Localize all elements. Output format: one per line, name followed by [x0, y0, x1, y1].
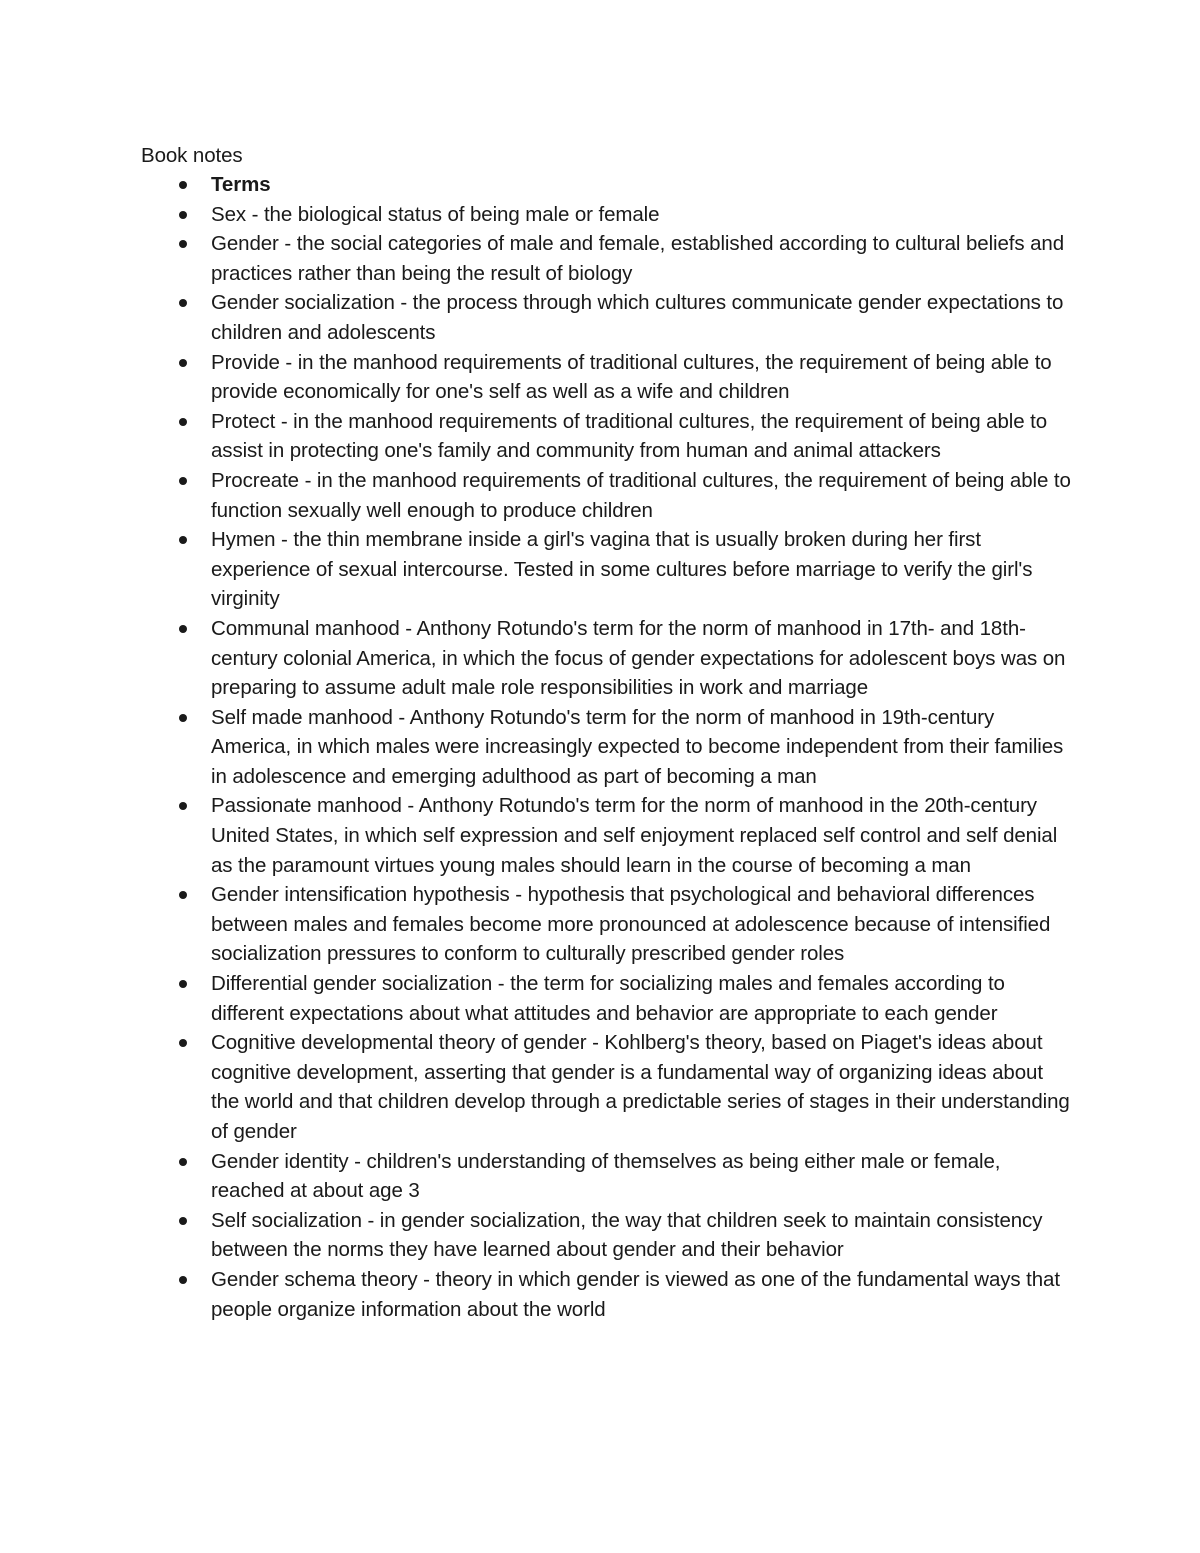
list-item-text: Gender - the social categories of male and female, established according to cultural beliefs and practices rather than being the result of biology	[211, 232, 1065, 285]
list-item-text: Passionate manhood - Anthony Rotundo's term for the norm of manhood in the 20th-century United States, in which self expression and self enjoyment replaced self control and self denial as the paramount virtues young males should learn in the course of becoming a man	[211, 794, 1058, 877]
list-item-text: Communal manhood - Anthony Rotundo's term for the norm of manhood in 17th- and 18th-century colonial America, in which the focus of gender expectations for adolescent boys was on preparing to assume adult male role responsibilities in work and marriage	[211, 616, 1066, 700]
list-item	[0, 791, 1071, 880]
list-item-text: Protect - in the manhood requirements of traditional cultures, the requirement of being able to assist in protecting one's family and community from human and animal attackers	[211, 409, 1048, 463]
list-item	[0, 288, 1071, 347]
list-item-text: Self socialization - in gender socialization, the way that children seek to maintain consistency between the norms they have learned about gender and their behavior	[211, 1208, 1043, 1262]
list-item	[0, 348, 1071, 407]
bullet-icon	[179, 181, 187, 189]
list-item-text: Provide - in the manhood requirements of traditional cultures, the requirement of being able to provide economically for one's self as well as a wife and children	[211, 350, 1052, 404]
list-item	[0, 1206, 1071, 1265]
list-item	[0, 880, 1071, 969]
list-item	[0, 1147, 1071, 1206]
list-item-text: Procreate - in the manhood requirements of traditional cultures, the requirement of being able to function sexually well enough to produce children	[211, 468, 1071, 522]
bullet-icon	[179, 359, 187, 367]
bullet-icon	[179, 211, 187, 219]
list-item	[0, 170, 1071, 200]
list-item	[0, 407, 1071, 466]
list-item-text: Sex - the biological status of being male or female	[211, 202, 660, 226]
bullet-icon	[179, 625, 187, 633]
list-item-text: Gender identity - children's understanding of themselves as being either male or female, reached at about age 3	[211, 1149, 1001, 1203]
list-item-text: Gender socialization - the process through which cultures communicate gender expectations to children and adolescents	[211, 291, 1064, 344]
list-item-text: Terms	[211, 173, 271, 196]
list-item-text: Gender schema theory - theory in which gender is viewed as one of the fundamental ways that people organize information about the world	[211, 1267, 1060, 1321]
page-title: Book notes	[141, 144, 243, 167]
bullet-icon	[179, 1158, 187, 1166]
bullet-icon	[179, 891, 187, 899]
list-item-text: Self made manhood - Anthony Rotundo's term for the norm of manhood in 19th-century America, in which males were increasingly expected to become independent from their families in adolescence and emerging adulthood as part of becoming a man	[211, 705, 1064, 788]
list-item	[0, 229, 1071, 288]
bullet-icon	[179, 714, 187, 722]
list-item	[0, 614, 1071, 703]
bullet-icon	[179, 980, 187, 988]
notes-list	[0, 170, 1200, 1324]
list-item-text: Differential gender socialization - the term for socializing males and females according to different expectations about what attitudes and behavior are appropriate to each gender	[211, 972, 1005, 1025]
list-item	[0, 1265, 1071, 1324]
list-item	[0, 703, 1071, 792]
bullet-icon	[179, 802, 187, 810]
list-item	[0, 200, 1071, 230]
list-item	[0, 969, 1071, 1028]
bullet-icon	[179, 1039, 187, 1047]
list-item-text: Cognitive developmental theory of gender - Kohlberg's theory, based on Piaget's ideas about cognitive development, asserting that gender is a fundamental way of organizing ideas about the world and that children develop through a predictable series of stages in their understanding of gender	[211, 1031, 1070, 1143]
bullet-icon	[179, 240, 187, 248]
list-item	[0, 466, 1071, 525]
list-item	[0, 1028, 1071, 1146]
list-item	[0, 525, 1071, 614]
bullet-icon	[179, 418, 187, 426]
bullet-icon	[179, 299, 187, 307]
bullet-icon	[179, 1276, 187, 1284]
list-item-text: Hymen - the thin membrane inside a girl's vagina that is usually broken during her first experience of sexual intercourse. Tested in some cultures before marriage to verify the girl's virginity	[211, 528, 1033, 611]
list-item-text: Gender intensification hypothesis - hypothesis that psychological and behavioral differences between males and females become more pronounced at adolescence because of intensified socialization pressures to conform to culturally prescribed gender roles	[211, 883, 1051, 966]
bullet-icon	[179, 536, 187, 544]
bullet-icon	[179, 477, 187, 485]
bullet-icon	[179, 1217, 187, 1225]
